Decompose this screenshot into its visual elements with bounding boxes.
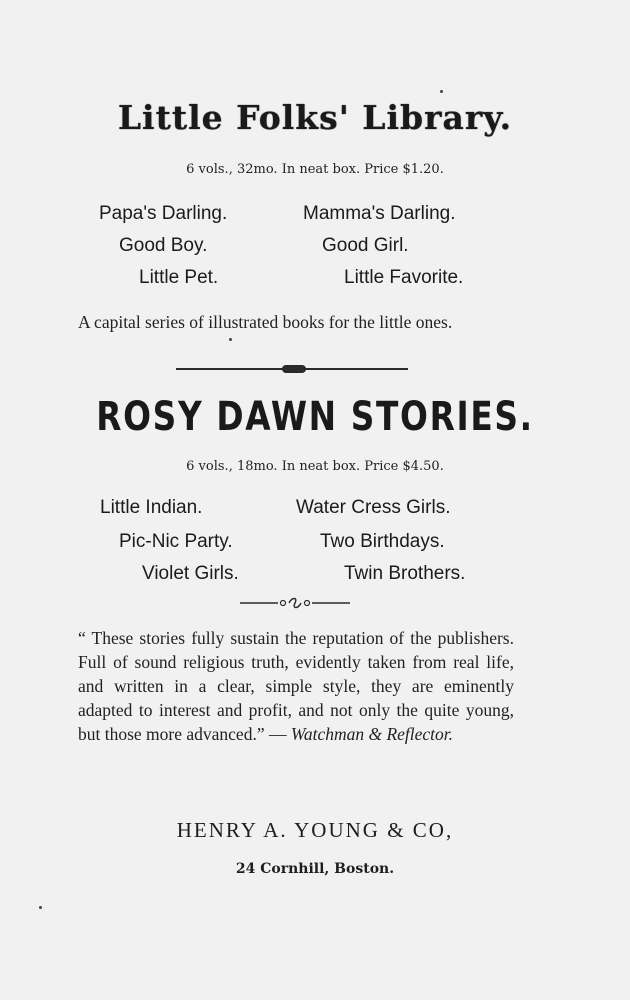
book-title: Good Girl. bbox=[322, 235, 409, 256]
book-title: Two Birthdays. bbox=[320, 531, 445, 552]
little-folks-description: A capital series of illustrated books for the little ones. bbox=[78, 312, 453, 332]
rosy-dawn-details: 6 vols., 18mo. In neat box. Price $4.50. bbox=[186, 459, 444, 474]
review-source: Watchman & Reflector. bbox=[290, 724, 454, 744]
book-title: Water Cress Girls. bbox=[296, 497, 451, 518]
book-title: Pic-Nic Party. bbox=[119, 531, 233, 552]
book-title: Little Indian. bbox=[100, 497, 203, 518]
book-title: Little Pet. bbox=[139, 267, 219, 288]
print-speck bbox=[229, 338, 232, 341]
flourish-ornament-icon bbox=[240, 595, 350, 611]
print-speck bbox=[440, 90, 443, 93]
rosy-dawn-stories-title: ROSY DAWN STORIES. bbox=[96, 394, 534, 440]
book-title: Good Boy. bbox=[119, 235, 208, 256]
publisher-name: HENRY A. YOUNG & CO, bbox=[176, 818, 454, 842]
little-folks-library-details: 6 vols., 32mo. In neat box. Price $1.20. bbox=[186, 162, 444, 177]
book-title: Violet Girls. bbox=[142, 563, 239, 584]
book-title: Papa's Darling. bbox=[99, 203, 228, 224]
little-folks-library-title: Little Folks' Library. bbox=[117, 98, 513, 137]
publisher-address: 24 Cornhill, Boston. bbox=[235, 861, 395, 877]
divider-ornament-icon bbox=[282, 365, 306, 373]
book-title: Mamma's Darling. bbox=[303, 203, 456, 224]
review-quote: “ These stories fully sustain the reputation of the publishers. Full of sound religious truth, evidently taken from real life, and written in a clear, simple style, they are eminently adapted to interest and profit, and not only the quite young, but those more advanced.” — bbox=[78, 628, 514, 744]
rosy-dawn-review bbox=[78, 626, 514, 746]
book-title: Little Favorite. bbox=[344, 267, 464, 288]
book-title: Twin Brothers. bbox=[344, 563, 466, 584]
print-speck bbox=[39, 906, 42, 909]
